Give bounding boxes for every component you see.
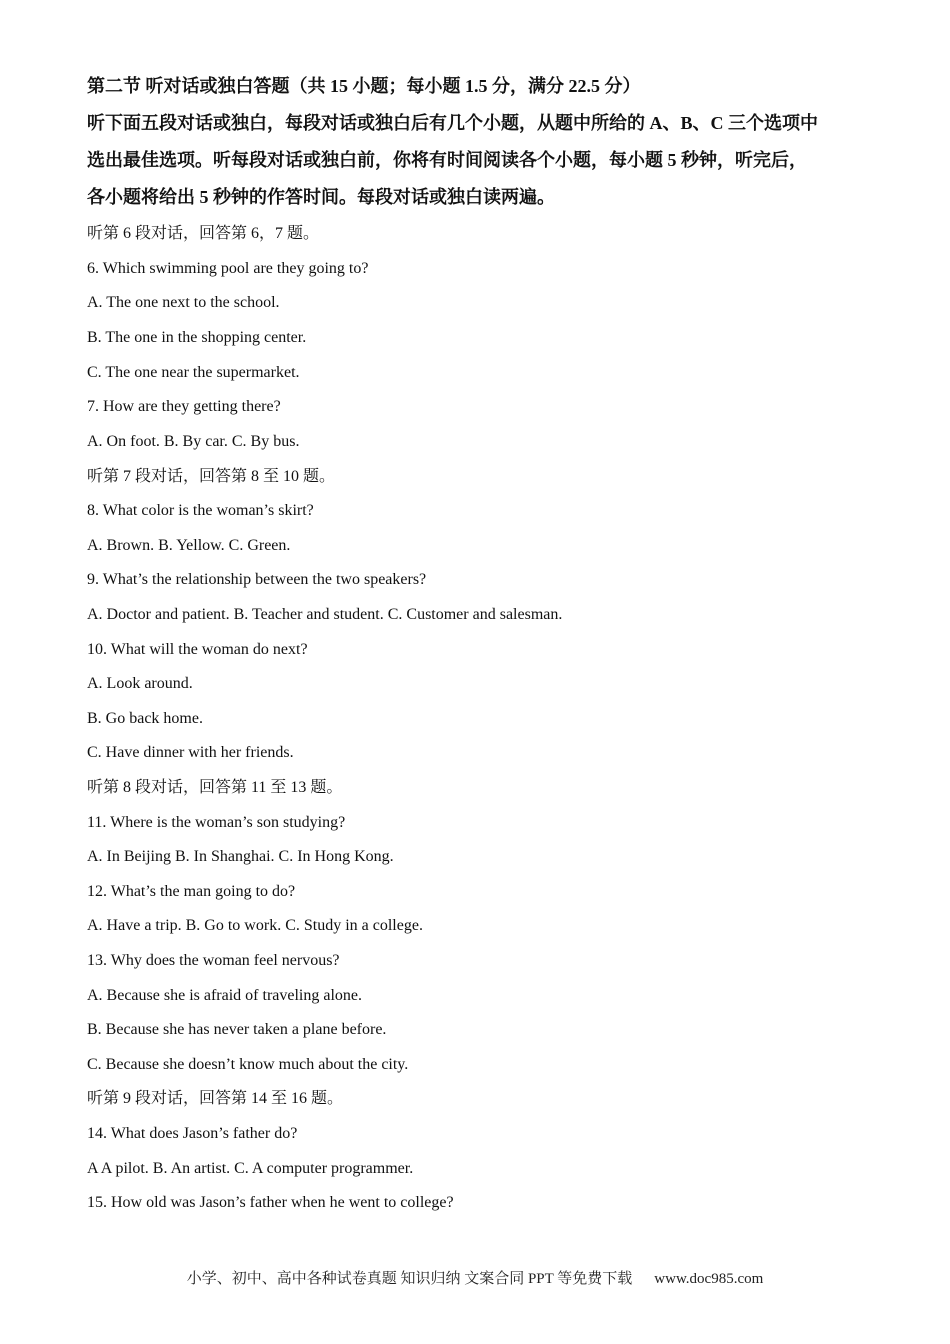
answer-options: A. In Beijing B. In Shanghai. C. In Hong Kong. <box>87 848 394 865</box>
question-text: 6. Which swimming pool are they going to? <box>87 260 369 277</box>
dialogue-intro: 听第 8 段对话，回答第 11 至 13 题。 <box>87 779 343 796</box>
question-text: 9. What’s the relationship between the two speakers? <box>87 571 427 588</box>
question-text: 7. How are they getting there? <box>87 398 281 415</box>
answer-option: C. Have dinner with her friends. <box>87 744 294 761</box>
section-title: 第二节 听对话或独白答题（共 15 小题；每小题 1.5 分，满分 22.5 分） <box>87 76 641 96</box>
dialogue-intro: 听第 9 段对话，回答第 14 至 16 题。 <box>87 1090 344 1107</box>
instruction-line: 各小题将给出 5 秒钟的作答时间。每段对话或独白读两遍。 <box>87 187 555 207</box>
answer-option: C. The one near the supermarket. <box>87 364 300 381</box>
question-text: 12. What’s the man going to do? <box>87 883 296 900</box>
answer-option: B. The one in the shopping center. <box>87 329 307 346</box>
footer-text: 小学、初中、高中各种试卷真题 知识归纳 文案合同 PPT 等免费下载 <box>186 1271 633 1287</box>
question-text: 13. Why does the woman feel nervous? <box>87 952 340 969</box>
question-text: 10. What will the woman do next? <box>87 641 308 658</box>
instruction-line: 听下面五段对话或独白，每段对话或独白后有几个小题，从题中所给的 A、B、C 三个选项中 <box>87 113 818 133</box>
answer-option: C. Because she doesn’t know much about the city. <box>87 1056 409 1073</box>
answer-option: A. The one next to the school. <box>87 294 280 311</box>
answer-options: A. Have a trip. B. Go to work. C. Study in a college. <box>87 917 423 934</box>
answer-options: A A pilot. B. An artist. C. A computer programmer. <box>87 1160 414 1177</box>
question-text: 8. What color is the woman’s skirt? <box>87 502 314 519</box>
instruction-line: 选出最佳选项。听每段对话或独白前，你将有时间阅读各个小题，每小题 5 秒钟，听完后， <box>87 150 807 170</box>
answer-options: A. On foot. B. By car. C. By bus. <box>87 433 300 450</box>
answer-options: A. Brown. B. Yellow. C. Green. <box>87 537 291 554</box>
page-footer <box>0 1269 950 1289</box>
dialogue-intro: 听第 7 段对话，回答第 8 至 10 题。 <box>87 468 336 485</box>
answer-option: A. Because she is afraid of traveling alone. <box>87 987 363 1004</box>
answer-option: A. Look around. <box>87 675 193 692</box>
question-text: 15. How old was Jason’s father when he went to college? <box>87 1194 454 1211</box>
question-text: 11. Where is the woman’s son studying? <box>87 814 346 831</box>
footer-site-link[interactable]: www.doc985.com <box>654 1271 764 1287</box>
answer-option: B. Go back home. <box>87 710 203 727</box>
answer-options: A. Doctor and patient. B. Teacher and student. C. Customer and salesman. <box>87 606 563 623</box>
question-text: 14. What does Jason’s father do? <box>87 1125 298 1142</box>
dialogue-intro: 听第 6 段对话，回答第 6，7 题。 <box>87 225 320 242</box>
answer-option: B. Because she has never taken a plane before. <box>87 1021 387 1038</box>
